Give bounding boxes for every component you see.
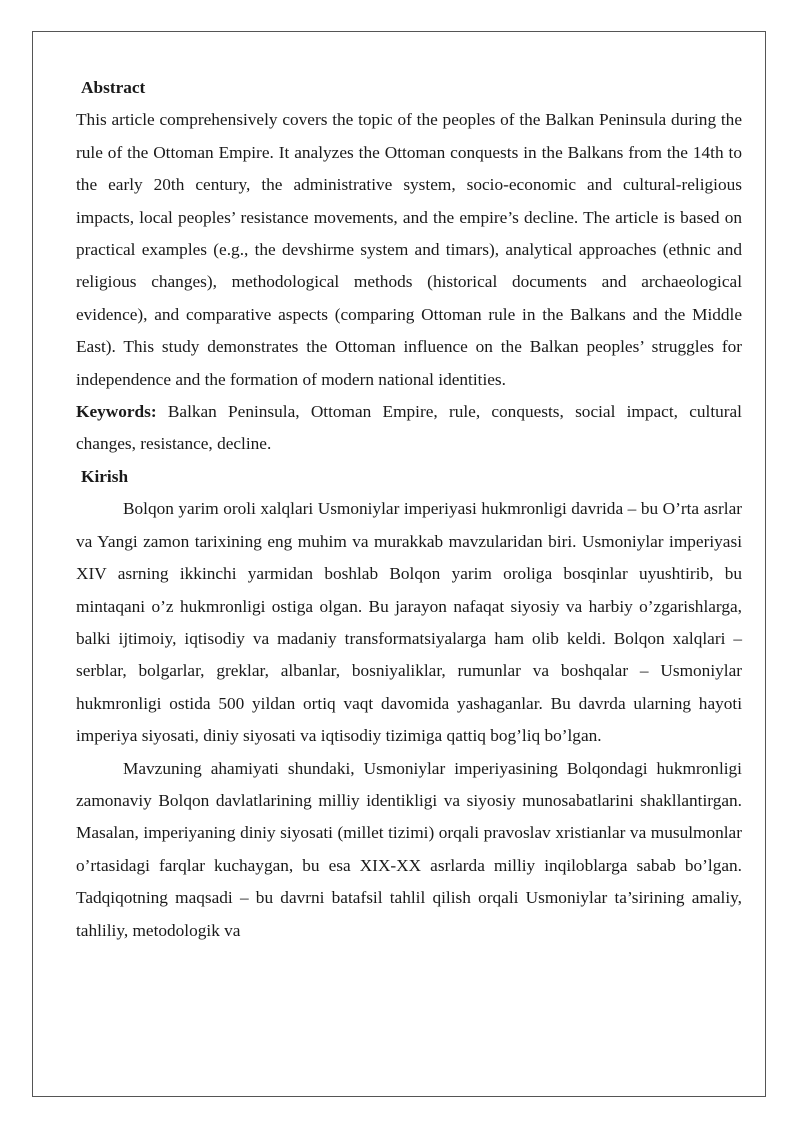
keywords-text: Balkan Peninsula, Ottoman Empire, rule, conquests, social impact, cultural changes, resistance, decline. (76, 402, 742, 454)
introduction-paragraph: Mavzuning ahamiyati shundaki, Usmoniylar imperiyasining Bolqondagi hukmronligi zamonaviy Bolqon davlatlarining milliy identikligi va siyosiy munosabatlarini shakllantirgan. Masalan, imperiyaning diniy siyosati (millet tizimi) orqali pravoslav xristianlar va musulmonlar o’rtasidagi farqlar kuchaygan, bu esa XIX-XX asrlarda milliy inqiloblarga sabab bo’lgan. Tadqiqotning maqsadi – bu davrni batafsil tahlil qilish orqali Usmoniylar ta’sirining amaliy, tahliliy, metodologik va (76, 758, 742, 940)
abstract-paragraph: This article comprehensively covers the topic of the peoples of the Balkan Peninsula during the rule of the Ottoman Empire. It analyzes the Ottoman conquests in the Balkans from the 14th to the early 20th century, the administrative system, socio-economic and cultural-religious impacts, local peoples’ resistance movements, and the empire’s decline. The article is based on practical examples (e.g., the devshirme system and timars), analytical approaches (ethnic and religious changes), methodological methods (historical documents and archaeological evidence), and comparative aspects (comparing Ottoman rule in the Balkans and the Middle East). This study demonstrates the Ottoman influence on the Balkan peoples’ struggles for independence and the formation of modern national identities. (76, 110, 742, 389)
introduction-heading: Kirish (81, 466, 129, 486)
introduction-paragraph: Bolqon yarim oroli xalqlari Usmoniylar imperiyasi hukmronligi davrida – bu O’rta asrlar va Yangi zamon tarixining eng muhim va murakkab mavzularidan biri. Usmoniylar imperiyasi XIV asrning ikkinchi yarmidan boshlab Bolqon yarim oroliga bosqinlar uyushtirib, bu mintaqani o’z hukmronligi ostiga olgan. Bu jarayon nafaqat siyosiy va harbiy o’zgarishlarga, balki ijtimoiy, iqtisodiy va madaniy transformatsiyalarga ham olib keldi. Bolqon xalqlari – serblar, bolgarlar, greklar, albanlar, bosniyaliklar, rumunlar va boshqalar – Usmoniylar hukmronligi ostida 500 yildan ortiq vaqt davomida yashaganlar. Bu davrda ularning hayoti imperiya siyosati, diniy siyosati va iqtisodiy tizimiga qattiq bog’liq bo’lgan. (76, 499, 742, 746)
document-body (76, 72, 742, 947)
keywords-paragraph (76, 396, 742, 461)
keywords-label: Keywords: (76, 402, 157, 422)
abstract-heading: Abstract (81, 78, 146, 97)
